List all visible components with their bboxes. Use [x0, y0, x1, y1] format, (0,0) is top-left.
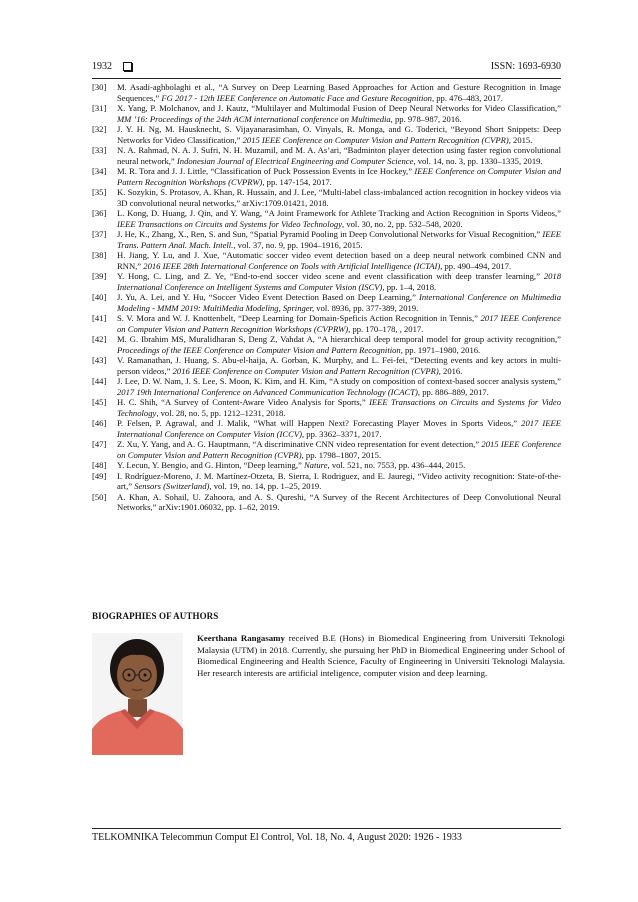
- reference-venue: Nature: [303, 460, 328, 470]
- reference-item: [92, 334, 561, 355]
- reference-item: [92, 229, 561, 250]
- reference-text: X. Yang, P. Molchanov, and J. Kautz, “Multilayer and Multimodal Fusion of Deep Neural Networks for Video Classification,”: [117, 103, 561, 113]
- reference-number: [50]: [92, 491, 107, 502]
- reference-venue: 2018 International Conference on Intelligent Systems and Computer Vision (ISCV): [117, 271, 561, 292]
- reference-number: [34]: [92, 166, 107, 176]
- reference-number: [41]: [92, 313, 107, 323]
- reference-text: V. Ramanathan, J. Huang, S. Abu-el-haija, A. Gorban, K. Murphy, and L. Fei-fei, “Detecting events and key actors in multi-person videos,”: [117, 355, 561, 376]
- reference-number: [39]: [92, 271, 107, 281]
- reference-item: [92, 187, 561, 208]
- reference-number: [31]: [92, 103, 107, 113]
- footer-rule: [92, 828, 561, 829]
- page-number: 1932: [92, 61, 112, 72]
- reference-item: [92, 145, 561, 166]
- reference-details: , pp. 3362–3371, 2017.: [301, 428, 382, 439]
- reference-details: vol. 8936, pp. 377-389, 2019.: [314, 302, 419, 313]
- reference-text: M. R. Tora and J. J. Little, “Classification of Puck Possession Events in Ice Hockey,”: [117, 166, 415, 176]
- reference-venue: MM ’16: Proceedings of the 24th ACM international conference on Multimedia: [117, 113, 391, 124]
- reference-item: [92, 124, 561, 145]
- reference-number: [44]: [92, 376, 107, 386]
- reference-text: A. Khan, A. Sohail, U. Zahoora, and A. S. Qureshi, “A Survey of the Recent Architectures of Deep Convolutional Neural Networks,” arXiv:1901.06032, pp. 1–62, 2019.: [117, 491, 561, 512]
- reference-item: [92, 460, 561, 471]
- reference-venue: 2016 IEEE 28th International Conference on Tools with Artificial Intelligence (ICTAI): [143, 260, 441, 271]
- reference-text: P. Felsen, P. Agrawal, and J. Malik, “What will Happen Next? Forecasting Player Moves in Sports Videos,”: [117, 418, 522, 428]
- square-bullet-icon: [123, 62, 132, 71]
- reference-venue: Proceedings of the IEEE Conference on Computer Vision and Pattern Recognition: [117, 344, 401, 355]
- reference-venue: 2017 IEEE International Conference on Computer Vision (ICCV): [117, 418, 561, 439]
- reference-number: [36]: [92, 208, 107, 218]
- reference-venue: 2016 IEEE Conference on Computer Vision and Pattern Recognition (CVPR),: [172, 365, 441, 376]
- reference-number: [37]: [92, 229, 107, 239]
- reference-item: [92, 418, 561, 439]
- reference-details: , vol. 14, no. 3, pp. 1330–1335, 2019.: [413, 155, 543, 166]
- reference-venue: IEEE Conference on Computer Vision and Pattern Recognition Workshops (CVPRW): [117, 166, 561, 187]
- reference-item: [92, 471, 561, 492]
- reference-number: [49]: [92, 470, 107, 481]
- reference-number: [45]: [92, 397, 107, 407]
- reference-number: [42]: [92, 334, 107, 344]
- reference-item: [92, 208, 561, 229]
- reference-item: [92, 271, 561, 292]
- reference-details: , 2015.: [508, 134, 533, 145]
- reference-details: , vol. 30, no. 2, pp. 532–548, 2020.: [342, 218, 463, 229]
- reference-details: , vol. 19, no. 14, pp. 1–25, 2019.: [209, 481, 322, 491]
- reference-venue: Indonesian Journal of Electrical Engineering and Computer Science: [176, 155, 414, 166]
- reference-number: [32]: [92, 124, 107, 134]
- reference-text: J. Y. H. Ng, M. Hausknecht, S. Vijayanarasimhan, O. Vinyals, R. Monga, and G. Toderici, “Beyond Short Snippets: Deep Networks for Video Classification,”: [117, 124, 561, 145]
- reference-text: L. Kong, D. Huang, J. Qin, and Y. Wang, “A Joint Framework for Athlete Tracking and Action Recognition in Sports Videos,”: [117, 208, 561, 218]
- reference-list: [92, 82, 561, 513]
- reference-number: [38]: [92, 250, 107, 260]
- reference-details: 2016.: [440, 365, 463, 376]
- author-biography: [197, 633, 565, 679]
- reference-details: , vol. 28, no. 5, pp. 1212–1231, 2018.: [156, 407, 286, 418]
- reference-number: [48]: [92, 460, 107, 470]
- reference-number: [46]: [92, 418, 107, 428]
- reference-text: M. G. Ibrahim MS, Muralidharan S, Deng Z, Vahdat A, “A hierarchical deep temporal model for group activity recognition,”: [117, 334, 561, 344]
- reference-details: , pp. 1798–1807, 2015.: [301, 449, 382, 460]
- reference-text: J. Yu, A. Lei, and Y. Hu, “Soccer Video Event Detection Based on Deep Learning,”: [117, 292, 419, 302]
- reference-number: [30]: [92, 82, 107, 92]
- reference-number: [40]: [92, 292, 107, 302]
- reference-number: [35]: [92, 187, 107, 197]
- author-bio-text: received B.E (Hons) in Biomedical Engineering from Universiti Teknologi Malaysia (UTM) in 2018. Currently, she pursuing her PhD in Biomedical Engineering under School of Biomedical Engineering and Health Science, Faculty of Engineering in Universiti Teknologi Malaysia. Her research interests are artificial inteligence, computer vision and deep learning.: [197, 633, 565, 678]
- reference-text: N. A. Rahmad, N. A. J. Sufri, N. H. Muzamil, and M. A. As’ari, “Badminton player detection using faster region convolutional neural network,”: [117, 145, 561, 166]
- reference-text: H. Jiang, Y. Lu, and J. Xue, “Automatic soccer video event detection based on a deep neural network combined CNN and RNN,”: [117, 250, 561, 271]
- reference-item: [92, 376, 561, 397]
- reference-item: [92, 492, 561, 513]
- issn: ISSN: 1693-6930: [490, 61, 561, 72]
- reference-venue: IEEE Transactions on Circuits and Systems for Video Technology: [117, 218, 343, 229]
- reference-text: S. V. Mora and W. J. Knottenbelt, “Deep Learning for Domain-Speficis Action Recognition in Tennis,”: [117, 313, 481, 323]
- reference-item: [92, 397, 561, 418]
- reference-text: Z. Xu, Y. Yang, and A. G. Hauptmann, “A discriminative CNN video representation for event detection,”: [117, 439, 482, 449]
- reference-text: Y. Lecun, Y. Bengio, and G. Hinton, “Deep learning,”: [117, 460, 304, 470]
- reference-details: , pp. 978–987, 2016.: [390, 113, 462, 124]
- reference-item: [92, 82, 561, 103]
- reference-venue: Sensors (Switzerland): [134, 481, 210, 491]
- reference-details: , pp. 1–4, 2018.: [382, 281, 437, 292]
- reference-venue: International Conference on Multimedia Modeling - MMM 2019: MultiMedia Modeling, Springer,: [117, 292, 561, 313]
- biographies-heading: BIOGRAPHIES OF AUTHORS: [92, 611, 219, 621]
- reference-item: [92, 439, 561, 460]
- reference-venue: 2015 IEEE Conference on Computer Vision and Pattern Recognition (CVPR): [242, 134, 509, 145]
- reference-details: , vol. 521, no. 7553, pp. 436–444, 2015.: [327, 460, 466, 470]
- reference-details: , pp. 490–494, 2017.: [440, 260, 512, 271]
- author-portrait-icon: [92, 633, 183, 755]
- reference-venue: 2017 IEEE Conference on Computer Vision and Pattern Recognition Workshops (CVPRW): [117, 313, 561, 334]
- reference-item: [92, 250, 561, 271]
- page-header: [92, 61, 561, 77]
- reference-number: [43]: [92, 355, 107, 365]
- reference-item: [92, 166, 561, 187]
- author-photo: [92, 633, 183, 755]
- reference-text: I. Rodríguez-Moreno, J. M. Martínez-Otzeta, B. Sierra, I. Rodriguez, and E. Jauregi, “Video activity recognition: State-of-the-art,”: [117, 470, 561, 491]
- reference-details: , vol. 37, no. 9, pp. 1904–1916, 2015.: [233, 239, 363, 250]
- reference-details: , pp. 170–178, , 2017.: [348, 323, 424, 334]
- page-footer: TELKOMNIKA Telecommun Comput El Control, Vol. 18, No. 4, August 2020: 1926 - 1933: [92, 832, 462, 843]
- reference-number: [33]: [92, 145, 107, 155]
- reference-number: [47]: [92, 439, 107, 449]
- reference-text: M. Asadi-aghbolaghi et al., “A Survey on Deep Learning Based Approaches for Action and Gesture Recognition in Image Sequences,”: [117, 82, 561, 103]
- reference-details: , pp. 147-154, 2017.: [262, 176, 332, 187]
- reference-text: J. Lee, D. W. Nam, J. S. Lee, S. Moon, K. Kim, and H. Kim, “A study on composition of context-based soccer analysis system,”: [117, 376, 561, 386]
- reference-venue: IEEE Trans. Pattern Anal. Mach. Intell.: [117, 229, 561, 250]
- reference-text: Y. Hong, C. Ling, and Z. Ye, “End-to-end soccer video scene and event classification with deep transfer learning,”: [117, 271, 544, 281]
- reference-item: [92, 313, 561, 334]
- header-rule: [92, 78, 561, 79]
- reference-text: J. He, K., Zhang, X., Ren, S. and Sun, “Spatial Pyramid Pooling in Deep Convolutional Networks for Visual Recognition,”: [117, 229, 543, 239]
- reference-item: [92, 355, 561, 376]
- reference-details: , pp. 476–483, 2017.: [431, 92, 503, 103]
- reference-venue: FG 2017 - 12th IEEE Conference on Automatic Face and Gesture Recognition: [161, 92, 432, 103]
- reference-details: , pp. 1971–1980, 2016.: [400, 344, 481, 355]
- reference-text: H. C. Shih, “A Survey of Content-Aware Video Analysis for Sports,”: [117, 397, 370, 407]
- reference-details: , pp. 886–889, 2017.: [417, 386, 489, 397]
- reference-venue: IEEE Transactions on Circuits and Systems for Video Technology: [117, 397, 561, 418]
- reference-venue: 2015 IEEE Conference on Computer Vision and Pattern Recognition (CVPR): [117, 439, 562, 460]
- reference-venue: 2017 19th International Conference on Advanced Communication Technology (ICACT): [117, 386, 418, 397]
- reference-item: [92, 103, 561, 124]
- reference-text: K. Sozykin, S. Protasov, A. Khan, R. Hussain, and J. Lee, “Multi-label class-imbalanced action recognition in hockey videos via 3D convolutional neural networks,” arXiv:1709.01421, 2018.: [117, 187, 561, 208]
- reference-item: [92, 292, 561, 313]
- author-name: Keerthana Rangasamy: [197, 633, 285, 643]
